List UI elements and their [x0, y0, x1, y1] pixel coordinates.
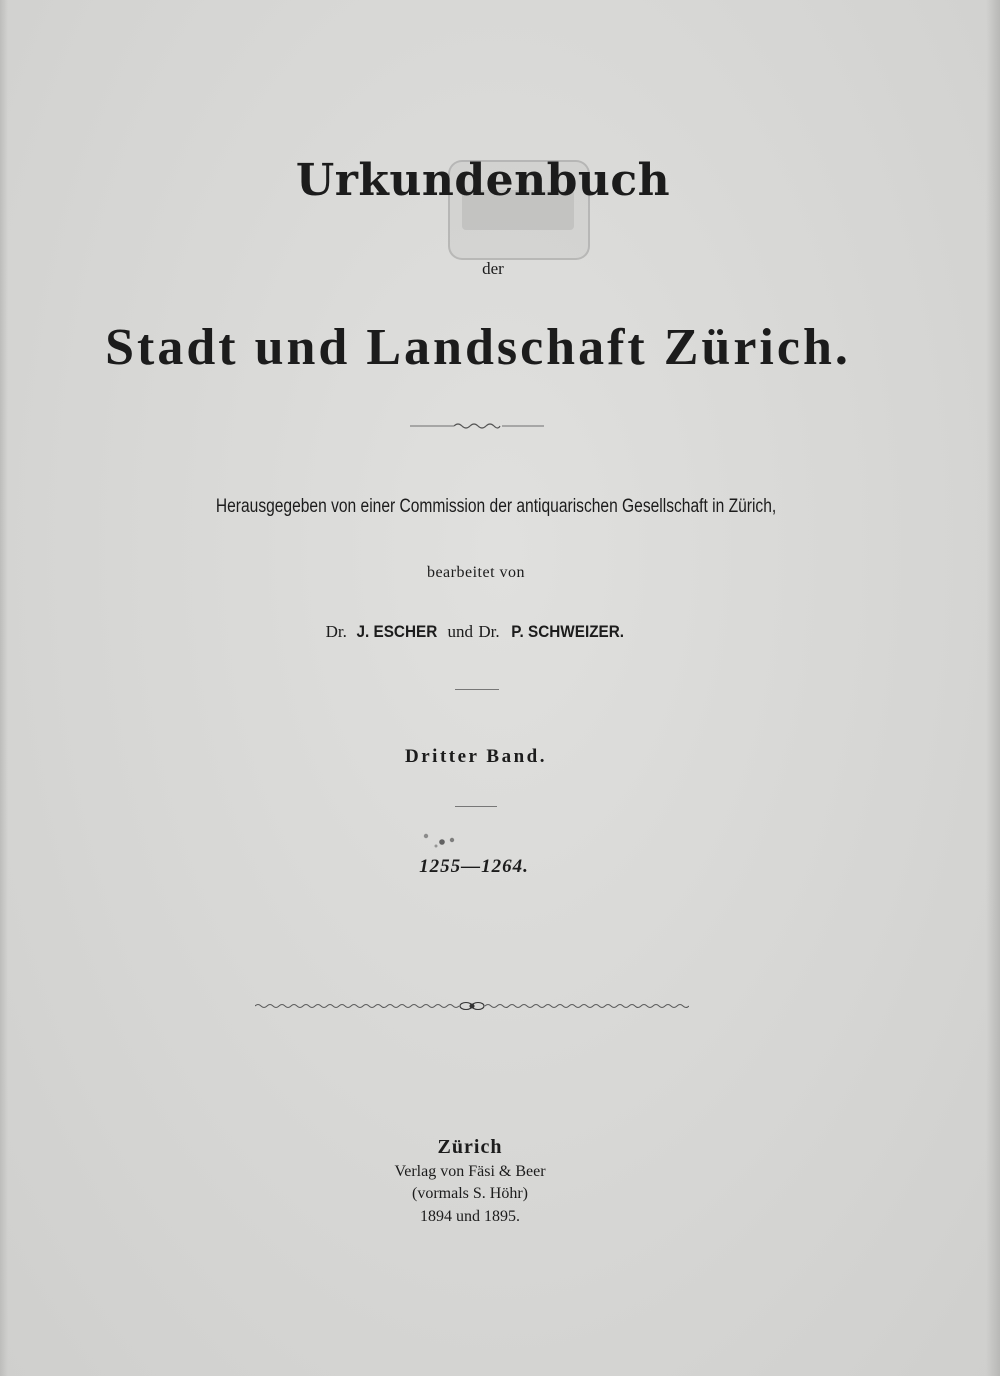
editor-conjunction: und — [447, 622, 473, 641]
short-divider-1 — [455, 689, 499, 690]
book-title: Urkundenbuch — [295, 155, 671, 206]
editor-name-1: J. ESCHER — [356, 622, 438, 641]
volume-label: Dritter Band. — [405, 746, 547, 767]
editor-title-2: Dr. — [478, 622, 500, 641]
ornamental-rule-icon — [410, 420, 544, 432]
book-subtitle: Stadt und Landschaft Zürich. — [105, 319, 851, 376]
imprint-dates: 1894 und 1895. — [420, 1208, 520, 1225]
imprint-place: Zürich — [437, 1136, 503, 1158]
page-edge-right — [986, 0, 1000, 1376]
editor-name-2: P. SCHWEIZER. — [511, 622, 625, 641]
editor-statement: Herausgegeben von einer Commission der antiquarischen Gesellschaft in Zürich, — [215, 496, 777, 517]
editors-line — [0, 622, 978, 642]
prepared-by: bearbeitet von — [426, 564, 526, 581]
title-connector: der — [482, 259, 504, 278]
editor-title-1: Dr. — [325, 622, 347, 641]
imprint-former-publisher: (vormals S. Höhr) — [412, 1185, 528, 1202]
short-divider-2 — [455, 806, 497, 807]
year-range: 1255—1264. — [419, 856, 529, 877]
wavy-ornamental-rule-icon — [255, 998, 689, 1014]
ink-smudge-icon — [418, 830, 464, 850]
imprint-publisher: Verlag von Fäsi & Beer — [394, 1163, 546, 1180]
